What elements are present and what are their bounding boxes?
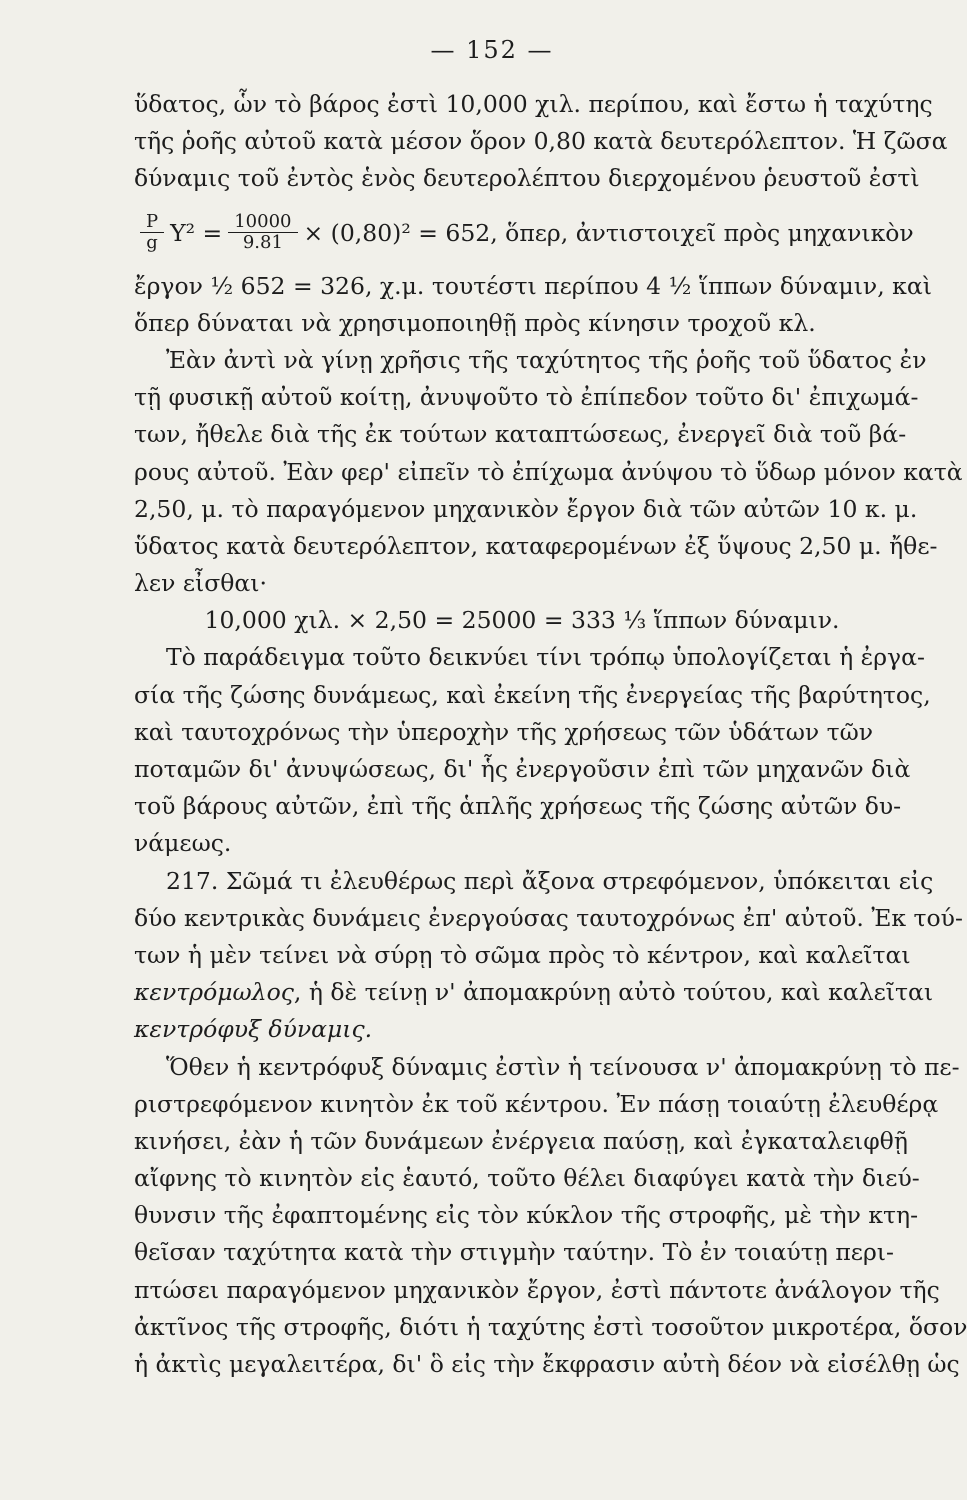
text-line: νάμεως. — [134, 829, 232, 858]
text-line: θεῖσαν ταχύτητα κατὰ τὴν στιγμὴν ταύτην. Τὸ ἐν τοιαύτῃ περι- — [134, 1238, 894, 1267]
text-line — [134, 1011, 880, 1048]
text-line: καὶ ταυτοχρόνως τὴν ὑπεροχὴν τῆς χρήσεως τῶν ὑδάτων τῶν — [134, 717, 874, 746]
text-line-with-term — [134, 974, 934, 1011]
paragraph-start: Ὅθεν ἡ κεντρόφυξ δύναμις ἐστὶν ἡ τείνουσα ν' ἀπομακρύνῃ τὸ πε- — [166, 1052, 960, 1081]
text-line: ἡ ἀκτὶς μεγαλειτέρα, δι' ὃ εἰς τὴν ἔκφρασιν αὐτὴ δέον νὰ εἰσέλθῃ ὡς — [134, 1350, 960, 1378]
equation-horsepower: 10,000 χιλ. × 2,50 = 25000 = 333 ⅓ ἵππων δύναμιν. — [204, 606, 840, 635]
text-line: ποταμῶν δι' ἀνυψώσεως, δι' ἧς ἐνεργοῦσιν ἐπὶ τῶν μηχανῶν διὰ — [134, 755, 911, 783]
text-line: σία τῆς ζώσης δυνάμεως, καὶ ἐκείνη τῆς ἐνεργείας τῆς βαρύτητος, — [134, 680, 931, 709]
text-line: κινήσει, ἐὰν ἡ τῶν δυνάμεων ἐνέργεια παύσῃ, καὶ ἐγκαταλειφθῇ — [134, 1126, 908, 1155]
formula-kinetic-energy — [134, 198, 914, 268]
fraction-mass — [228, 212, 297, 253]
section-text: Σῶμά τι ἐλευθέρως περὶ ἄξονα στρεφόμενον, ὑπόκειται εἰς — [225, 866, 934, 895]
fraction-denominator: 9.81 — [242, 232, 283, 254]
term-centrifugal: κεντρόφυξ δύναμις. — [134, 1015, 373, 1044]
fraction-numerator: P — [140, 212, 164, 233]
fraction-denominator: g — [146, 232, 158, 254]
page-number: — 152 — — [430, 36, 554, 64]
section-number: 217. — [166, 866, 219, 895]
text-line: τῆς ῥοῆς αὐτοῦ κατὰ μέσον ὅρον 0,80 κατὰ δευτερόλεπτον. Ἡ ζῶσα — [134, 127, 948, 156]
text-line: τῇ φυσικῇ αὐτοῦ κοίτῃ, ἀνυψοῦτο τὸ ἐπίπεδον τοῦτο δι' ἐπιχωμά- — [134, 383, 919, 412]
text-line: ὕδατος, ὧν τὸ βάρος ἐστὶ 10,000 χιλ. περίπου, καὶ ἔστω ἡ ταχύτης — [134, 90, 933, 118]
paragraph-start: Τὸ παράδειγμα τοῦτο δεικνύει τίνι τρόπῳ ὑπολογίζεται ἡ ἐργα- — [166, 643, 925, 672]
fraction-numerator: 10000 — [228, 212, 297, 233]
term-centripetal: κεντρόμωλος — [134, 978, 294, 1007]
text-line: δύο κεντρικὰς δυνάμεις ἐνεργούσας ταυτοχρόνως ἐπ' αὐτοῦ. Ἐκ τού- — [134, 903, 963, 932]
text-line: ριστρεφόμενον κινητὸν ἐκ τοῦ κέντρου. Ἐν πάσῃ τοιαύτῃ ἐλευθέρᾳ — [134, 1089, 939, 1118]
section-217-start — [134, 863, 934, 900]
text-line: 2,50, μ. τὸ παραγόμενον μηχανικὸν ἔργον διὰ τῶν αὐτῶν 10 κ. μ. — [134, 494, 918, 523]
paragraph-start: Ἐὰν ἀντὶ νὰ γίνῃ χρῆσις τῆς ταχύτητος τῆς ῥοῆς τοῦ ὕδατος ἐν — [166, 345, 927, 374]
text-line: πτώσει παραγόμενον μηχανικὸν ἔργον, ἐστὶ πάντοτε ἀνάλογον τῆς — [134, 1275, 940, 1304]
text-line: ἔργον ½ 652 = 326, χ.μ. τουτέστι περίπου 4 ½ ἵππων δύναμιν, καὶ — [134, 271, 932, 300]
text-line: ὅπερ δύναται νὰ χρησιμοποιηθῇ πρὸς κίνησιν τροχοῦ κλ. — [134, 308, 816, 337]
text-line: τοῦ βάρους αὐτῶν, ἐπὶ τῆς ἁπλῆς χρήσεως τῆς ζώσης αὐτῶν δυ- — [134, 792, 902, 821]
text-line: λεν εἶσθαι· — [134, 569, 267, 598]
text-line: δύναμις τοῦ ἐντὸς ἑνὸς δευτερολέπτου διερχομένου ῥευστοῦ ἐστὶ — [134, 164, 920, 193]
fraction-p-over-g — [140, 212, 164, 253]
text-line: αἴφνης τὸ κινητὸν εἰς ἑαυτό, τοῦτο θέλει διαφύγει κατὰ τὴν διεύ- — [134, 1164, 920, 1193]
formula-tail: × (0,80)² = 652, ὅπερ, ἀντιστοιχεῖ πρὸς μηχανικὸν — [303, 218, 914, 247]
text-line: ὕδατος κατὰ δευτερόλεπτον, καταφερομένων ἐξ ὕψους 2,50 μ. ἤθε- — [134, 531, 938, 560]
text-line: των ἡ μὲν τείνει νὰ σύρῃ τὸ σῶμα πρὸς τὸ κέντρον, καὶ καλεῖται — [134, 940, 911, 969]
text-line: ρους αὐτοῦ. Ἐὰν φερ' εἰπεῖν τὸ ἐπίχωμα ἀνύψου τὸ ὕδωρ μόνον κατὰ — [134, 457, 963, 486]
formula-middle: Υ² = — [170, 218, 223, 247]
text-line: ἀκτῖνος τῆς στροφῆς, διότι ἡ ταχύτης ἐστὶ τοσοῦτον μικροτέρα, ὅσον — [134, 1312, 967, 1341]
text-after-term: , ἡ δὲ τείνῃ ν' ἀπομακρύνῃ αὐτὸ τούτου, καὶ καλεῖται — [293, 978, 934, 1007]
text-line: θυνσιν τῆς ἐφαπτομένης εἰς τὸν κύκλον τῆς στροφῆς, μὲ τὴν κτη- — [134, 1201, 919, 1230]
text-line: των, ἤθελε διὰ τῆς ἐκ τούτων καταπτώσεως, ἐνεργεῖ διὰ τοῦ βά- — [134, 420, 907, 449]
